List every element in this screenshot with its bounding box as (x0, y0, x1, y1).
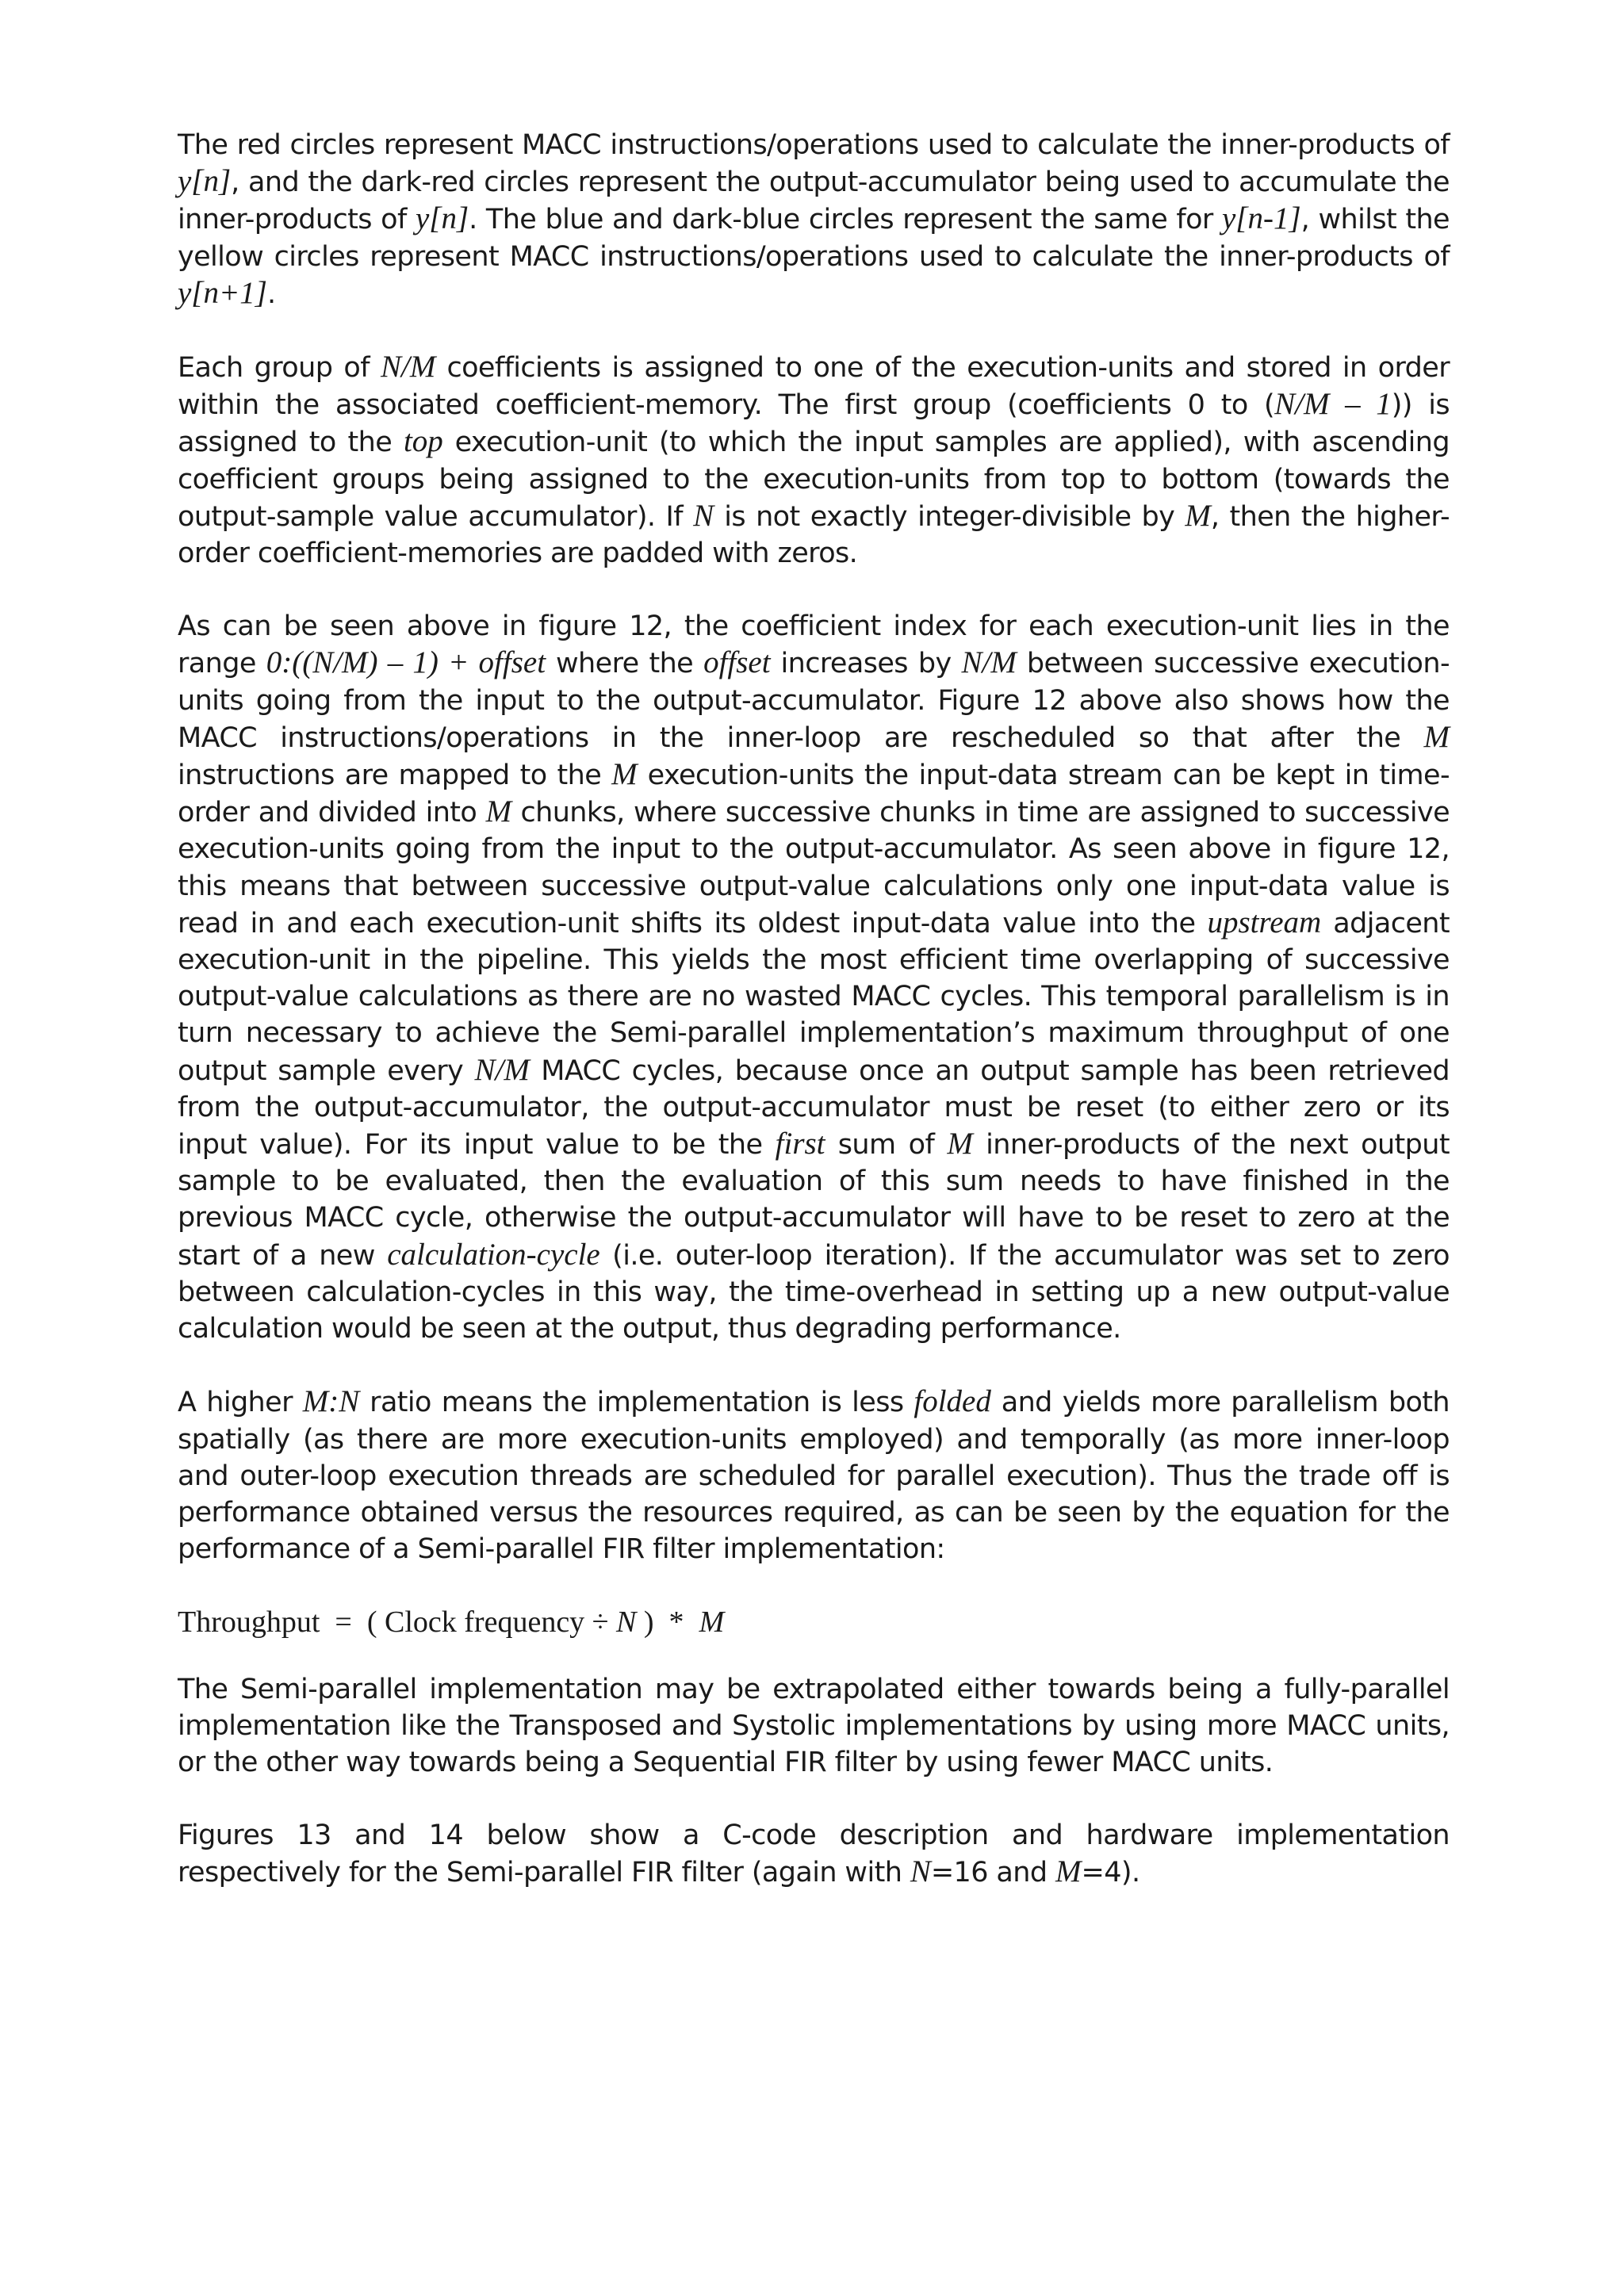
math-term: folded (914, 1384, 991, 1419)
math-term: upstream (1207, 905, 1322, 939)
text-run: Figures 13 and 14 below show a C-code description and hardware implementation respectively for the Semi-parallel FIR filter (again with (178, 1820, 1450, 1889)
math-term: 0:((N/M) – 1) + offset (266, 645, 546, 680)
text-run: sum of (825, 1129, 948, 1161)
math-term: N (910, 1854, 931, 1889)
text-run: As can be seen above in figure 12, the coefficient index for each execution-unit lies in the range (178, 610, 1450, 680)
math-term: y[n] (415, 201, 469, 236)
math-term: M:N (302, 1384, 360, 1419)
paragraph (178, 1671, 1450, 1781)
text-run: chunks, where successive chunks in time are assigned to successive execution-units going from the input to the output-accumulator. As seen above in figure 12, this means that between successive output-value calculations only one input-data value is read in and each execution-unit shifts its oldest input-data value into the (178, 797, 1450, 939)
math-term: first (775, 1127, 825, 1161)
text-run: , and the dark-red circles represent the output-accumulator being used to accumulate the inner-products of (178, 166, 1450, 236)
throughput-equation (178, 1604, 1450, 1640)
text-run: is not exactly integer-divisible by (714, 500, 1185, 533)
math-term: N (693, 498, 714, 533)
math-term: M (1055, 1854, 1082, 1889)
equation-n: N (616, 1605, 637, 1640)
text-run: =4). (1081, 1857, 1140, 1889)
text-run: A higher (178, 1387, 303, 1419)
text-run: (i.e. outer-loop iteration). If the accumulator was set to zero between calculation-cycles in this way, the time-overhead in setting up a new output-value calculation would be seen at the output, thus degrading performance. (178, 1239, 1450, 1345)
text-run: increases by (770, 648, 962, 680)
math-term: M (947, 1127, 973, 1161)
text-run: instructions are mapped to the (178, 760, 612, 792)
body-text-before-equation (178, 127, 1450, 1567)
text-run: , whilst the yellow circles represent MACC instructions/operations used to calculate the inner-products of (178, 204, 1450, 273)
math-term: N/M (474, 1052, 530, 1087)
text-run: coefficients is assigned to one of the execution-units and stored in order within the associated coefficient-memory. The first group (coefficients 0 to ( (178, 352, 1450, 422)
text-run: ratio means the implementation is less (359, 1387, 914, 1419)
math-term: M (1423, 719, 1450, 754)
text-run: Each group of (178, 352, 381, 385)
paragraph (178, 1383, 1450, 1567)
text-run: . (266, 277, 276, 310)
text-run: execution-units the input-data stream can be kept in time-order and divided into (178, 760, 1450, 829)
math-term: M (485, 794, 512, 829)
text-run: The Semi-parallel implementation may be extrapolated either towards being a fully-parallel implementation like the Transposed and Systolic implementations by using more MACC units, or the other way towards being a Sequential FIR filter by using fewer MACC units. (178, 1673, 1450, 1778)
text-run: =16 and (930, 1857, 1055, 1889)
text-run: and yields more parallelism both spatially (as there are more execution-units employed) and temporally (as more inner-loop and outer-loop execution threads are scheduled for parallel execution). Thus the trade off is performance obtained versus the resources required, as can be seen by the equation for the performance of a Semi-parallel FIR filter implementation: (178, 1387, 1450, 1566)
equation-mid: ) * (636, 1605, 699, 1640)
math-term: M (1185, 498, 1211, 533)
text-run: The red circles represent MACC instructions/operations used to calculate the inner-products of (178, 129, 1450, 161)
math-term: y[n] (178, 164, 232, 199)
math-term: N/M (961, 645, 1017, 680)
math-term: N/M (381, 350, 436, 385)
math-term: top (403, 424, 443, 459)
paragraph (178, 127, 1450, 312)
text-run: inner-products of the next output sample to be evaluated, then the evaluation of this sum needs to have finished in the previous MACC cycle, otherwise the output-accumulator will have to be reset to zero at the start of a new (178, 1129, 1450, 1272)
text-run: )) is assigned to the (178, 389, 1450, 459)
text-run: MACC cycles, because once an output sample has been retrieved from the output-accumulator, the output-accumulator must be reset (to either zero or its input value). For its input value to be the (178, 1054, 1450, 1161)
math-term: N/M – 1 (1274, 387, 1392, 422)
paragraph (178, 349, 1450, 572)
equation-left: Throughput = ( Clock frequency ÷ (178, 1605, 617, 1640)
equation-m: M (699, 1605, 725, 1640)
math-term: y[n+1] (178, 275, 267, 310)
text-run: between successive execution-units going from the input to the output-accumulator. Figure 12 above also shows how the MACC instructions/operations in the inner-loop are rescheduled so that after the (178, 648, 1450, 754)
body-text-after-equation (178, 1671, 1450, 1892)
text-run: adjacent execution-unit in the pipeline. This yields the most efficient time overlapping of successive output-value calculations as there are no wasted MACC cycles. This temporal parallelism is in turn necessary to achieve the Semi-parallel implementation’s maximum throughput of one output sample every (178, 907, 1450, 1087)
text-run: execution-unit (to which the input samples are applied), with ascending coefficient groups being assigned to the execution-units from top to bottom (towards the output-sample value accumulator). If (178, 427, 1450, 533)
math-term: calculation-cycle (387, 1237, 600, 1272)
text-run: , then the higher-order coefficient-memories are padded with zeros. (178, 500, 1450, 570)
text-run: where the (546, 648, 704, 680)
math-term: offset (703, 645, 771, 680)
text-run: . The blue and dark-blue circles represent the same for (469, 204, 1222, 236)
math-term: M (611, 757, 638, 792)
document-page (178, 127, 1450, 1928)
math-term: y[n-1] (1222, 201, 1301, 236)
paragraph (178, 608, 1450, 1347)
paragraph (178, 1817, 1450, 1891)
